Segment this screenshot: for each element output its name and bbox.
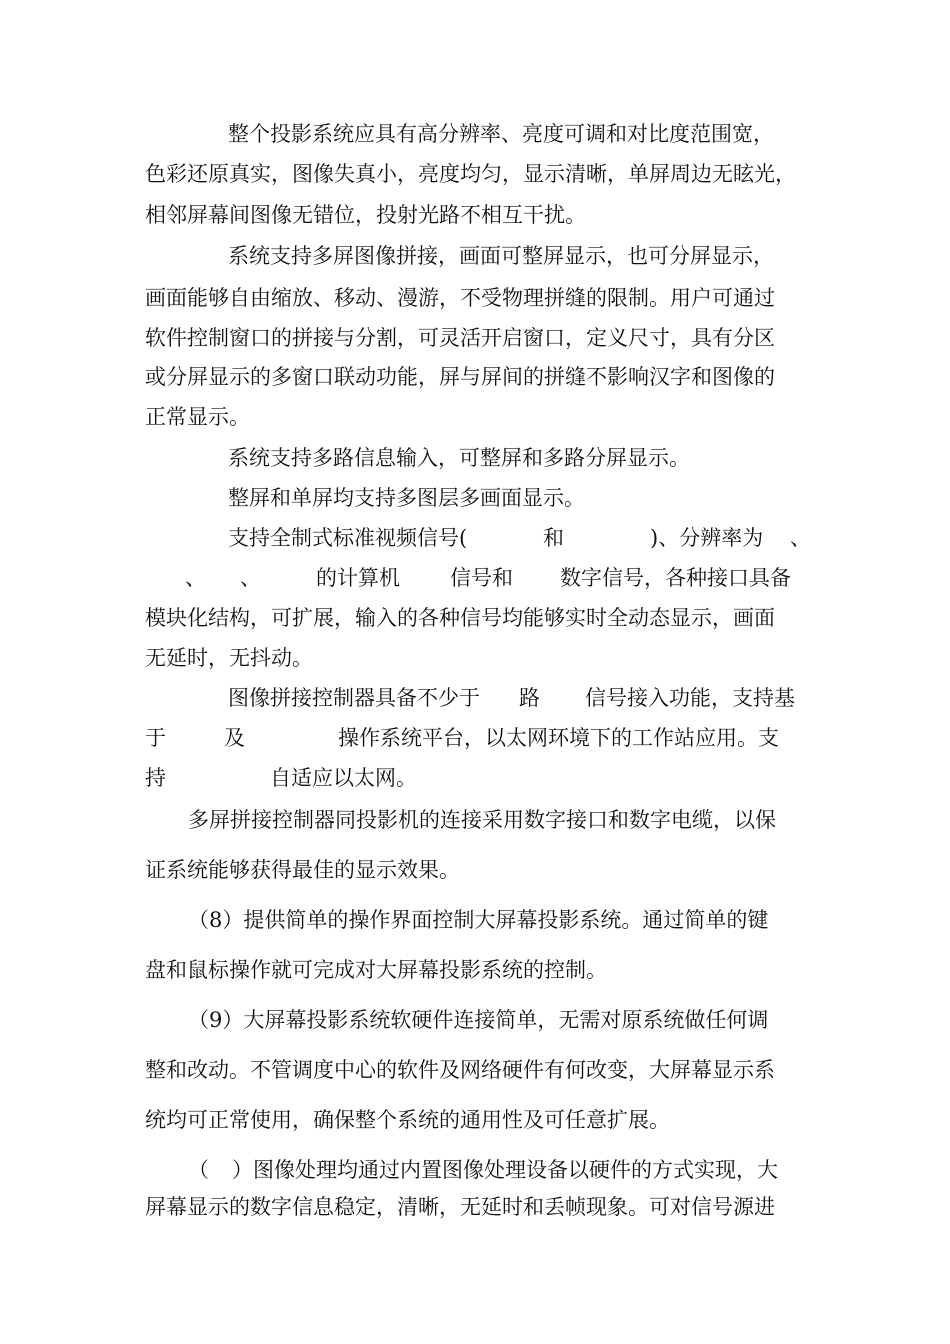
paragraph-5-line: 模块化结构，可扩展，输入的各种信号均能够实时全动态显示，画面 (145, 606, 775, 630)
paragraph-6-fragment: 操作系统平台，以太网环境下的工作站应用。支 (338, 726, 779, 750)
paragraph-5-fragment: 数字信号，各种接口具备 (560, 566, 791, 590)
paragraph-6-fragment: 自适应以太网。 (270, 766, 417, 790)
paragraph-6-fragment: 图像拼接控制器具备不少于 (228, 686, 480, 710)
paragraph-6-fragment: 及 (224, 726, 245, 750)
paragraph-7-line-1: 多屏拼接控制器同投影机的连接采用数字接口和数字电缆，以保 (188, 808, 776, 832)
paragraph-3-line-1: 系统支持多路信息输入，可整屏和多路分屏显示。 (228, 446, 690, 470)
paragraph-5-fragment: 信号和 (450, 566, 513, 590)
paragraph-5-line: 无延时，无抖动。 (145, 646, 313, 670)
paragraph-2-line-5: 正常显示。 (145, 405, 250, 429)
paragraph-8-line-2: 盘和鼠标操作就可完成对大屏幕投影系统的控制。 (145, 958, 607, 982)
paragraph-5-fragment: 、 (185, 566, 206, 590)
paragraph-1-line-2: 色彩还原真实，图像失真小，亮度均匀，显示清晰，单屏周边无眩光， (145, 162, 796, 186)
paragraph-9-line-2: 整和改动。不管调度中心的软件及网络硬件有何改变，大屏幕显示系 (145, 1058, 775, 1082)
paragraph-2-line-4: 或分屏显示的多窗口联动功能，屏与屏间的拼缝不影响汉字和图像的 (145, 365, 775, 389)
paragraph-5-fragment: 的计算机 (316, 566, 400, 590)
paragraph-10-fragment: （ (188, 1158, 209, 1182)
paragraph-2-line-2: 画面能够自由缩放、移动、漫游，不受物理拼缝的限制。用户可通过 (145, 286, 775, 310)
paragraph-1-line-3: 相邻屏幕间图像无错位，投射光路不相互干扰。 (145, 203, 586, 227)
paragraph-5-fragment: 、 (240, 566, 261, 590)
paragraph-2-line-3: 软件控制窗口的拼接与分割，可灵活开启窗口，定义尺寸，具有分区 (145, 326, 775, 350)
paragraph-10-line-1: ）图像处理均通过内置图像处理设备以硬件的方式实现，大 (232, 1158, 778, 1182)
paragraph-2-line-1: 系统支持多屏图像拼接，画面可整屏显示，也可分屏显示， (228, 244, 774, 268)
paragraph-10-line-2: 屏幕显示的数字信息稳定，清晰，无延时和丢帧现象。可对信号源进 (145, 1195, 775, 1219)
paragraph-6-fragment: 路 (519, 686, 540, 710)
paragraph-9-line-1: （9）大屏幕投影系统软硬件连接简单，无需对原系统做任何调 (188, 1008, 769, 1032)
paragraph-4-line-1: 整屏和单屏均支持多图层多画面显示。 (228, 486, 585, 510)
paragraph-7-line-2: 证系统能够获得最佳的显示效果。 (145, 858, 460, 882)
paragraph-6-fragment: 持 (145, 766, 166, 790)
paragraph-5-fragment: 支持全制式标准视频信号( (228, 526, 468, 550)
paragraph-6-fragment: 信号接入功能，支持基 (585, 686, 795, 710)
paragraph-8-line-1: （8）提供简单的操作界面控制大屏幕投影系统。通过简单的键 (188, 908, 769, 932)
paragraph-6-fragment: 于 (145, 726, 166, 750)
paragraph-5-fragment: )、分辨率为 (650, 526, 764, 550)
paragraph-9-line-3: 统均可正常使用，确保整个系统的通用性及可任意扩展。 (145, 1108, 670, 1132)
paragraph-1-line-1: 整个投影系统应具有高分辨率、亮度可调和对比度范围宽， (228, 122, 774, 146)
paragraph-5-fragment: 和 (543, 526, 564, 550)
paragraph-5-fragment: 、 (790, 526, 811, 550)
